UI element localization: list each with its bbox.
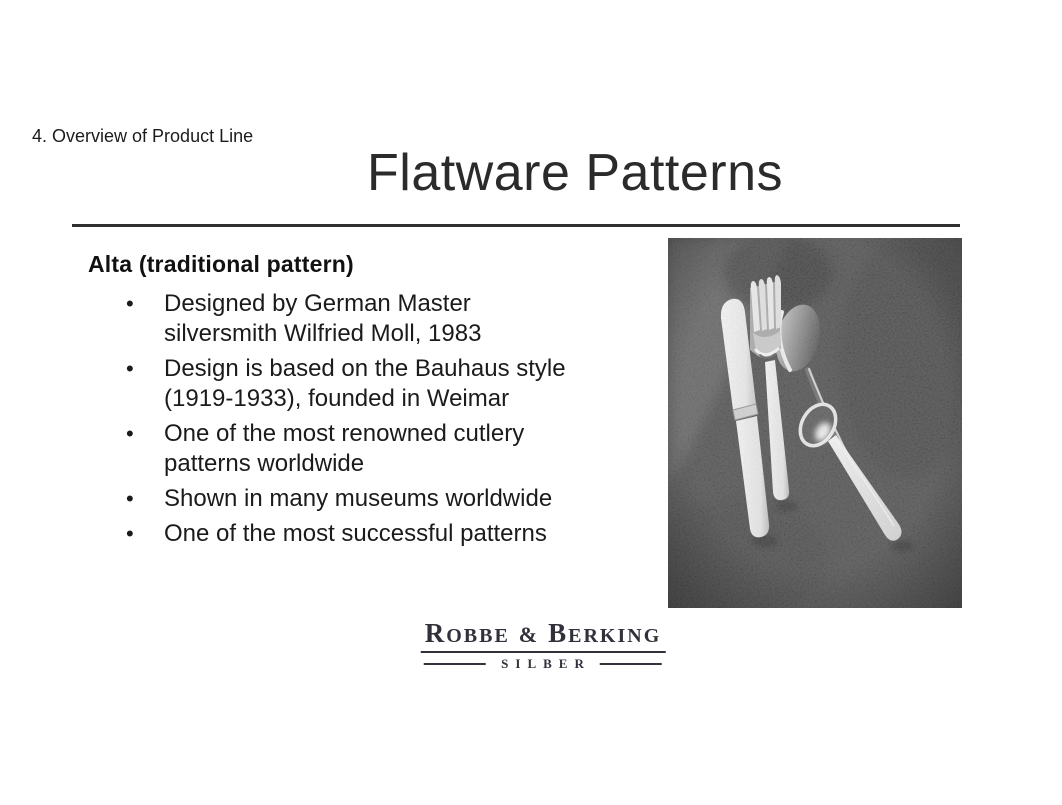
page-title: Flatware Patterns <box>367 144 783 202</box>
title-divider <box>72 224 960 227</box>
flatware-photo <box>668 238 962 608</box>
bullet-icon: • <box>126 356 134 381</box>
bullet-icon: • <box>126 521 134 546</box>
bullet-line: One of the most successful patterns <box>164 520 547 547</box>
logo-letter: B <box>548 618 569 648</box>
list-item <box>88 354 658 414</box>
photo-vignette <box>668 238 962 608</box>
logo-letter: R <box>424 618 447 648</box>
logo-letters: ERKING <box>568 625 662 647</box>
bullet-line: (1919-1933), founded in Weimar <box>164 385 510 412</box>
bullet-list <box>88 289 658 549</box>
list-item <box>88 419 658 479</box>
logo-subtitle: SILBER <box>501 656 591 671</box>
logo-wordmark <box>421 618 666 653</box>
list-item <box>88 519 658 549</box>
logo-subtitle-row <box>421 656 666 672</box>
section-label: 4. Overview of Product Line <box>32 126 254 146</box>
robbe-berking-logo <box>421 618 666 672</box>
logo-letters: OBBE <box>446 625 510 647</box>
flatware-photo-image <box>668 238 962 608</box>
logo-dash-right <box>600 663 662 665</box>
bullet-icon: • <box>126 291 134 316</box>
bullet-line: Designed by German Master <box>164 290 471 317</box>
bullet-line: silversmith Wilfried Moll, 1983 <box>164 320 482 347</box>
pattern-heading: Alta (traditional pattern) <box>88 251 354 277</box>
bullet-line: One of the most renowned cutlery <box>164 420 525 447</box>
bullet-line: Shown in many museums worldwide <box>164 485 553 512</box>
body-text-block <box>88 251 658 554</box>
list-item <box>88 289 658 349</box>
bullet-icon: • <box>126 421 134 446</box>
list-item <box>88 484 658 514</box>
logo-dash-left <box>424 663 486 665</box>
ampersand: & <box>518 622 540 647</box>
bullet-line: Design is based on the Bauhaus style <box>164 355 566 382</box>
bullet-icon: • <box>126 486 134 511</box>
bullet-line: patterns worldwide <box>164 450 365 477</box>
